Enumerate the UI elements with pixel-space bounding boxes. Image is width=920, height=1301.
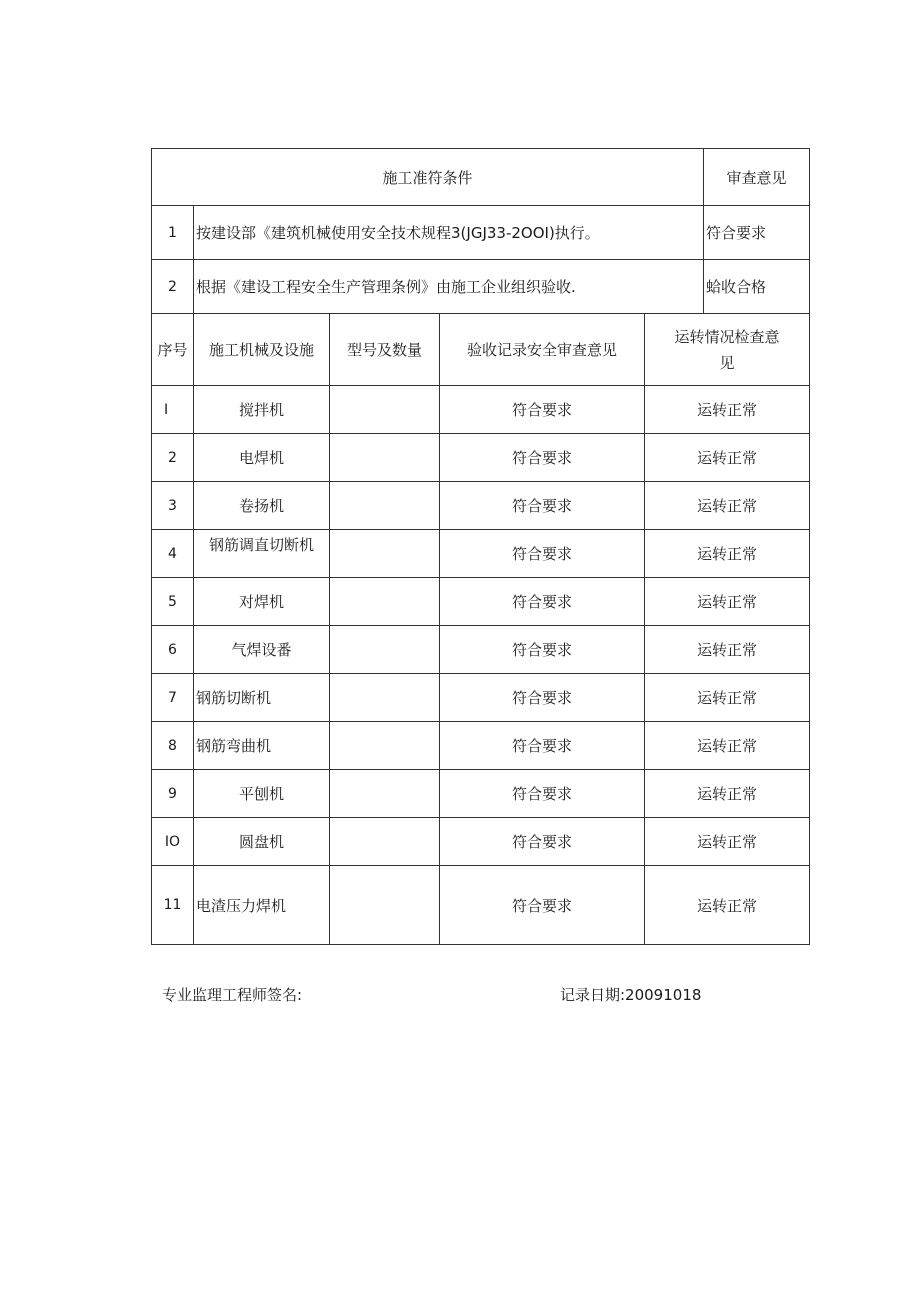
- row-equipment: 钢筋调直切断机: [194, 530, 330, 578]
- row-no: 9: [152, 770, 194, 818]
- row-no: 3: [152, 482, 194, 530]
- row-acceptance: 符合要求: [440, 770, 645, 818]
- row-no: 7: [152, 674, 194, 722]
- row-model-qty: [330, 866, 440, 945]
- row-operation: 运转正常: [645, 722, 810, 770]
- table-row: [152, 818, 810, 866]
- header-model-qty: [330, 314, 440, 386]
- row-no: 6: [152, 626, 194, 674]
- row-acceptance: 符合要求: [440, 578, 645, 626]
- row-acceptance: 符合要求: [440, 626, 645, 674]
- row-operation: 运转正常: [645, 530, 810, 578]
- row-acceptance: 符合要求: [440, 530, 645, 578]
- header-operation: [645, 314, 810, 386]
- header-operation-text: 运转情况检查意见: [674, 327, 780, 372]
- condition-text: 按建设部《建筑机械使用安全技术规程3(JGJ33-2OOI)执行。: [194, 206, 704, 260]
- table-row: [152, 482, 810, 530]
- row-acceptance: 符合要求: [440, 674, 645, 722]
- condition-number: 2: [152, 260, 194, 314]
- condition-row: [152, 260, 810, 314]
- row-equipment: 平刨机: [194, 770, 330, 818]
- row-model-qty: [330, 626, 440, 674]
- row-no: IO: [152, 818, 194, 866]
- table-row: [152, 722, 810, 770]
- condition-row: [152, 206, 810, 260]
- row-equipment: 搅拌机: [194, 386, 330, 434]
- header-model-qty-text: 型号及数量: [347, 340, 423, 359]
- row-equipment: 电渣压力焊机: [194, 866, 330, 945]
- row-no: 4: [152, 530, 194, 578]
- conditions-header-review: 审查意见: [704, 149, 810, 206]
- row-acceptance: 符合要求: [440, 482, 645, 530]
- condition-text: 根据《建设工程安全生产管理条例》由施工企业组织验收.: [194, 260, 704, 314]
- row-equipment: 卷扬机: [194, 482, 330, 530]
- header-no: 序号: [152, 314, 194, 386]
- table-row: [152, 866, 810, 945]
- table-row: [152, 386, 810, 434]
- row-operation: 运转正常: [645, 770, 810, 818]
- row-equipment: 对焊机: [194, 578, 330, 626]
- row-equipment: 圆盘机: [194, 818, 330, 866]
- row-model-qty: [330, 674, 440, 722]
- row-model-qty: [330, 722, 440, 770]
- table-row: [152, 626, 810, 674]
- row-acceptance: 符合要求: [440, 818, 645, 866]
- row-operation: 运转正常: [645, 866, 810, 945]
- condition-review: 符合要求: [704, 206, 810, 260]
- row-acceptance: 符合要求: [440, 434, 645, 482]
- row-operation: 运转正常: [645, 434, 810, 482]
- row-equipment: 电焊机: [194, 434, 330, 482]
- row-equipment: 钢筋切断机: [194, 674, 330, 722]
- row-acceptance: 符合要求: [440, 386, 645, 434]
- table-row: [152, 770, 810, 818]
- header-equipment: 施工机械及设施: [194, 314, 330, 386]
- row-equipment: 气焊设番: [194, 626, 330, 674]
- row-no: I: [152, 386, 194, 434]
- table-row: [152, 530, 810, 578]
- row-no: 8: [152, 722, 194, 770]
- signature-label: 专业监理工程师签名:: [162, 986, 303, 1004]
- row-no: 2: [152, 434, 194, 482]
- row-operation: 运转正常: [645, 674, 810, 722]
- inspection-table: [151, 148, 810, 945]
- row-model-qty: [330, 386, 440, 434]
- row-model-qty: [330, 578, 440, 626]
- condition-review: 蛤收合格: [704, 260, 810, 314]
- row-acceptance: 符合要求: [440, 722, 645, 770]
- header-acceptance: 验收记录安全审查意见: [440, 314, 645, 386]
- row-model-qty: [330, 770, 440, 818]
- row-operation: 运转正常: [645, 818, 810, 866]
- row-operation: 运转正常: [645, 386, 810, 434]
- row-model-qty: [330, 818, 440, 866]
- row-model-qty: [330, 530, 440, 578]
- row-operation: 运转正常: [645, 626, 810, 674]
- row-operation: 运转正常: [645, 482, 810, 530]
- equipment-header-row: [152, 314, 810, 386]
- row-operation: 运转正常: [645, 578, 810, 626]
- row-equipment: 钢筋弯曲机: [194, 722, 330, 770]
- row-no: 5: [152, 578, 194, 626]
- table-row: [152, 674, 810, 722]
- table-row: [152, 434, 810, 482]
- row-model-qty: [330, 434, 440, 482]
- conditions-header-title: 施工准符条件: [152, 149, 704, 206]
- row-acceptance: 符合要求: [440, 866, 645, 945]
- table-row: [152, 578, 810, 626]
- record-date: 记录日期:20091018: [560, 986, 702, 1004]
- row-model-qty: [330, 482, 440, 530]
- condition-number: 1: [152, 206, 194, 260]
- conditions-header-row: [152, 149, 810, 206]
- row-no: 11: [152, 866, 194, 945]
